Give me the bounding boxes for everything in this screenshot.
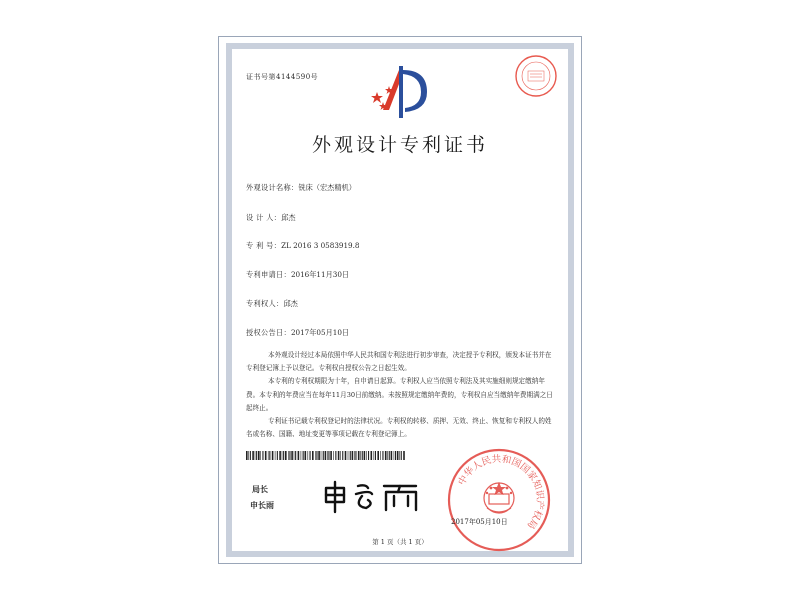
barcode-bar [345,451,347,460]
barcode-bar [335,451,336,460]
barcode-bar [394,451,395,460]
barcode-bar [375,451,376,460]
filing-date-label: 专利申请日： [246,270,291,279]
design-name-row [246,183,356,193]
page-number: 第 1 页（共 1 页） [372,538,428,546]
patent-office-logo-icon [369,62,431,122]
barcode-bar [255,451,256,460]
patentee-row [246,299,298,309]
barcode-bar [360,451,361,460]
certificate-title: 外观设计专利证书 [311,134,488,156]
designer-label: 设 计 人： [246,213,282,222]
body-paragraph: 专利证书记载专利权登记时的法律状况。专利权的转移、质押、无效、终止、恢复和专利权人的姓名或名称、国籍、地址变更等事项记载在专利登记簿上。 [246,417,552,439]
patentee-value: 邱杰 [283,299,298,308]
barcode-bar [355,451,356,460]
barcode-bar [391,451,393,460]
barcode-bar [366,451,367,460]
barcode-bar [308,451,309,460]
barcode-bar [323,451,324,460]
barcode-bar [262,451,263,460]
barcode-bar [275,451,276,460]
barcode-bar [328,451,329,460]
barcode-bar [403,451,405,460]
barcode-bar [288,451,289,460]
barcode-bar [399,451,400,460]
director-signature-icon [318,478,428,514]
barcode-bar [285,451,287,460]
barcode-bar [258,451,260,460]
patent-number-label: 专 利 号： [246,241,282,250]
barcode-bar [305,451,307,460]
patentee-label: 专利权人： [246,299,284,308]
director-name: 申长雨 [250,501,274,510]
barcode-icon [246,451,408,460]
barcode-bar [315,451,316,460]
barcode-bar [333,451,334,460]
barcode-bar [340,451,341,460]
barcode-bar [289,451,290,460]
seal-ring-text: 中华人民共和国国家知识产权局 [456,453,546,531]
barcode-bar [316,451,317,460]
barcode-bar [294,451,295,460]
barcode-bar [382,451,383,460]
barcode-bar [348,451,349,460]
certificate-number: 证书号第4144590号 [246,73,319,81]
barcode-bar [246,451,248,460]
barcode-bar [350,451,351,460]
barcode-bar [395,451,396,460]
barcode-bar [385,451,387,460]
barcode-bar [268,451,269,460]
certificate-body [246,349,556,441]
barcode-bar [279,451,281,460]
barcode-bar [269,451,270,460]
barcode-bar [389,451,390,460]
barcode-bar [401,451,402,460]
barcode-bar [342,451,343,460]
design-name-label: 外观设计名称： [246,183,299,192]
barcode-bar [310,451,311,460]
filing-date-value: 2016年11月30日 [290,270,350,279]
barcode-bar [298,451,300,460]
barcode-bar [371,451,373,460]
barcode-bar [295,451,296,460]
filing-date-row [246,270,349,280]
barcode-bar [250,451,251,460]
barcode-bar [374,451,375,460]
body-paragraph: 本外观设计经过本局依照中华人民共和国专利法进行初步审查，决定授予专利权，颁发本证书并在专利登记簿上予以登记。专利权自授权公告之日起生效。 [246,351,552,373]
barcode-bar [352,451,354,460]
barcode-bar [354,451,355,460]
barcode-bar [256,451,257,460]
barcode-bar [362,451,363,460]
barcode-bar [260,451,261,460]
grant-date-value: 2017年05月10日 [290,328,350,337]
seal-date: 2017年05月10日 [451,518,508,526]
barcode-bar [327,451,328,460]
barcode-bar [248,451,249,460]
director-title: 局长 [252,485,268,494]
designer-value: 邱杰 [281,213,296,222]
barcode-bar [303,451,304,460]
patent-number-row [246,241,359,251]
barcode-bar [358,451,360,460]
barcode-bar [387,451,388,460]
design-name-value: 铣床（宏杰精机） [298,183,356,192]
barcode-bar [283,451,284,460]
patent-number-value: ZL 2016 3 0583919.8 [281,241,360,250]
barcode-bar [301,451,302,460]
barcode-bar [364,451,366,460]
designer-row [246,213,296,223]
body-paragraph: 本专利的专利权期限为十年，自申请日起算。专利权人应当依照专利法及其实施细则规定缴纳年费。本专利的年费应当在每年11月30日前缴纳。未按照规定缴纳年费的，专利权自应当缴纳年费期满之日起终止。 [246,377,553,412]
barcode-bar [265,451,267,460]
barcode-bar [338,451,340,460]
barcode-bar [291,451,293,460]
grant-date-row [246,328,349,338]
agency-seal-icon [514,54,558,98]
barcode-bar [321,451,322,460]
barcode-bar [252,451,254,460]
barcode-bar [312,451,314,460]
barcode-bar [397,451,399,460]
barcode-bar [330,451,332,460]
barcode-bar [282,451,283,460]
barcode-bar [318,451,320,460]
barcode-bar [380,451,381,460]
barcode-bar [272,451,274,460]
grant-date-label: 授权公告日： [246,328,291,337]
barcode-bar [368,451,369,460]
barcode-bar [325,451,327,460]
barcode-bar [277,451,278,460]
barcode-bar [377,451,379,460]
